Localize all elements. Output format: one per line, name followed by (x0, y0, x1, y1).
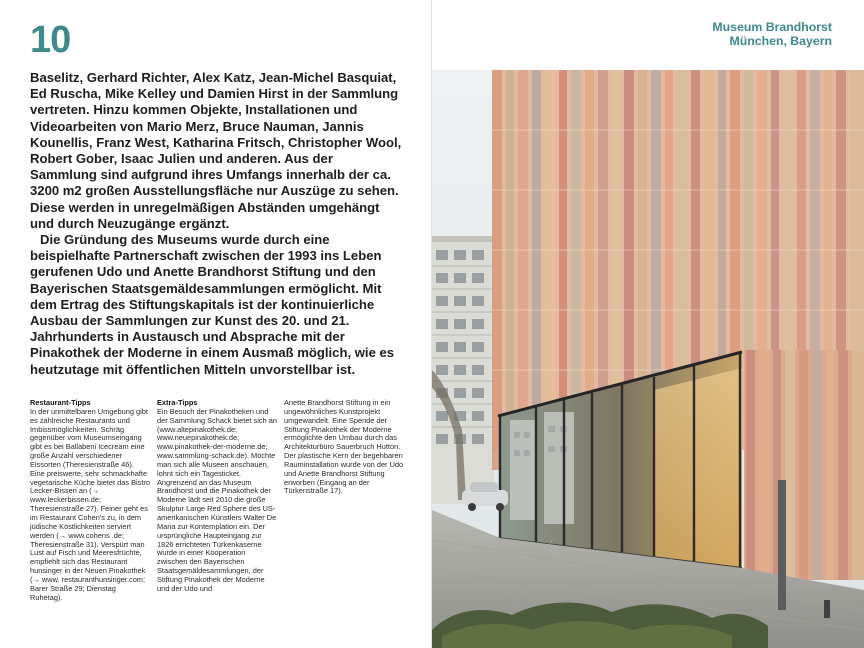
extra-tips-continued-text: Anette Brandhorst Stiftung in ein ungewöhnliches Kunstprojekt umgewandelt. Eine Spende der Stiftung Pinakothek der Moderne ermöglichte den Umbau durch das Architekturbüro Sauerbruch Hutton. Der plastische Kern der begehbaren Rauminstallation wurde von der Udo und Anette Brandhorst Stiftung erworben (Eingang an der Türkenstraße 17). (284, 398, 404, 496)
extra-tips-text: Ein Besuch der Pinakotheken und der Sammlung Schack bietet sich an (www.altepinakothek.de; www.neuepinakothek.de; www.pinakothek-der-moderne.de; www.sammlung-schack.de). Möchte man sich alle Museen anschauen, lohnt sich ein Tagesticket. Angrenzend an das Museum Brandhorst und die Pinakothek der Moderne lädt seit 2010 die große Skulptur Large Red Sphere des US-amerikanischen Künstlers Walter De Maria zur Kontemplation ein. Der ursprüngliche Haupteingang zur 1826 errichteten Türkenkaserne wurde in einer Kooperation zwischen den Bayerischen Staatsgemäldesammlungen, der Stiftung Pinakothek der Moderne und der Udo und (157, 406, 277, 593)
location-label (712, 20, 832, 49)
bollard (824, 600, 830, 618)
main-paragraph-2: Die Gründung des Museums wurde durch eine beispielhafte Partnerschaft zwischen der 1993 ins Leben gerufenen Udo und Anette Brandhorst Stiftung und den Bayerischen Staatsgemäldesammlungen ermöglicht. Mit dem Ertrag des Stiftungskapitals ist der kontinuierliche Ausbau der Sammlungen zur Kunst des 20. und 21. Jahrhunderts in Austausch und Absprache mit der Pinakothek der Moderne in einem Ausmaß möglich, wie es heutzutage mit öffentlichen Mitteln unvorstellbar ist. (30, 232, 395, 377)
museum-facade-illustration (432, 70, 864, 648)
restaurant-tips-text: In der unmittelbaren Umgebung gibt es zahlreiche Restaurants und Imbissmöglichkeiten. Schräg gegenüber vom Museumseingang gibt es bei Ballabeni Icecream eine große Anzahl verschiedener Eissorten (Theresienstraße 46). Eine preiswerte, sehr schmackhafte vegetarische Küche bietet das Bistro Lecker-Bissen an (→ www.leckerbissen.de; Theresienstraße 27). Feiner geht es im Restaurant Cohen's zu, in dem jüdische Köstlichkeiten serviert werden (→ www.cohens .de; Theresienstraße 31). Verspürt man Lust auf Fisch und Meeresfrüchte, empfiehlt sich das Restaurant hunsinger in der Neuen Pinakothek (→ www. restauranthunsinger.com; Barer Straße 29; Dienstag Ruhetag). (30, 406, 150, 602)
extra-tips-continued-column (284, 399, 404, 496)
extra-tips-column (157, 399, 277, 594)
street-post (778, 480, 786, 610)
museum-facade-photo (432, 70, 864, 648)
right-page (432, 0, 864, 648)
main-paragraph-1: Baselitz, Gerhard Richter, Alex Katz, Jean-Michel Basquiat, Ed Ruscha, Mike Kelley und Damien Hirst in der Sammlung vertreten. Hinzu kommen Objekte, Installationen und Videoarbeiten von Mario Merz, Bruce Nauman, Jannis Kounellis, Franz West, Katharina Fritsch, Christopher Wool, Robert Gober, Isaac Julien und anderen. Aus der Sammlung sind aufgrund ihres Umfangs innerhalb der ca. 3200 m2 großen Ausstellungsfläche nur Auszüge zu sehen. Diese werden in unregelmäßigen Abständen umgehängt und durch Neuzugänge ergänzt. (30, 70, 402, 231)
page-number: 10 (30, 19, 71, 61)
extra-tips-heading: Extra-Tipps (157, 398, 198, 407)
city-region: München, Bayern (729, 34, 832, 49)
museum-name: Museum Brandhorst (712, 20, 832, 34)
restaurant-tips-heading: Restaurant-Tipps (30, 398, 91, 407)
restaurant-tips-column (30, 399, 150, 602)
main-article-text (30, 70, 402, 378)
